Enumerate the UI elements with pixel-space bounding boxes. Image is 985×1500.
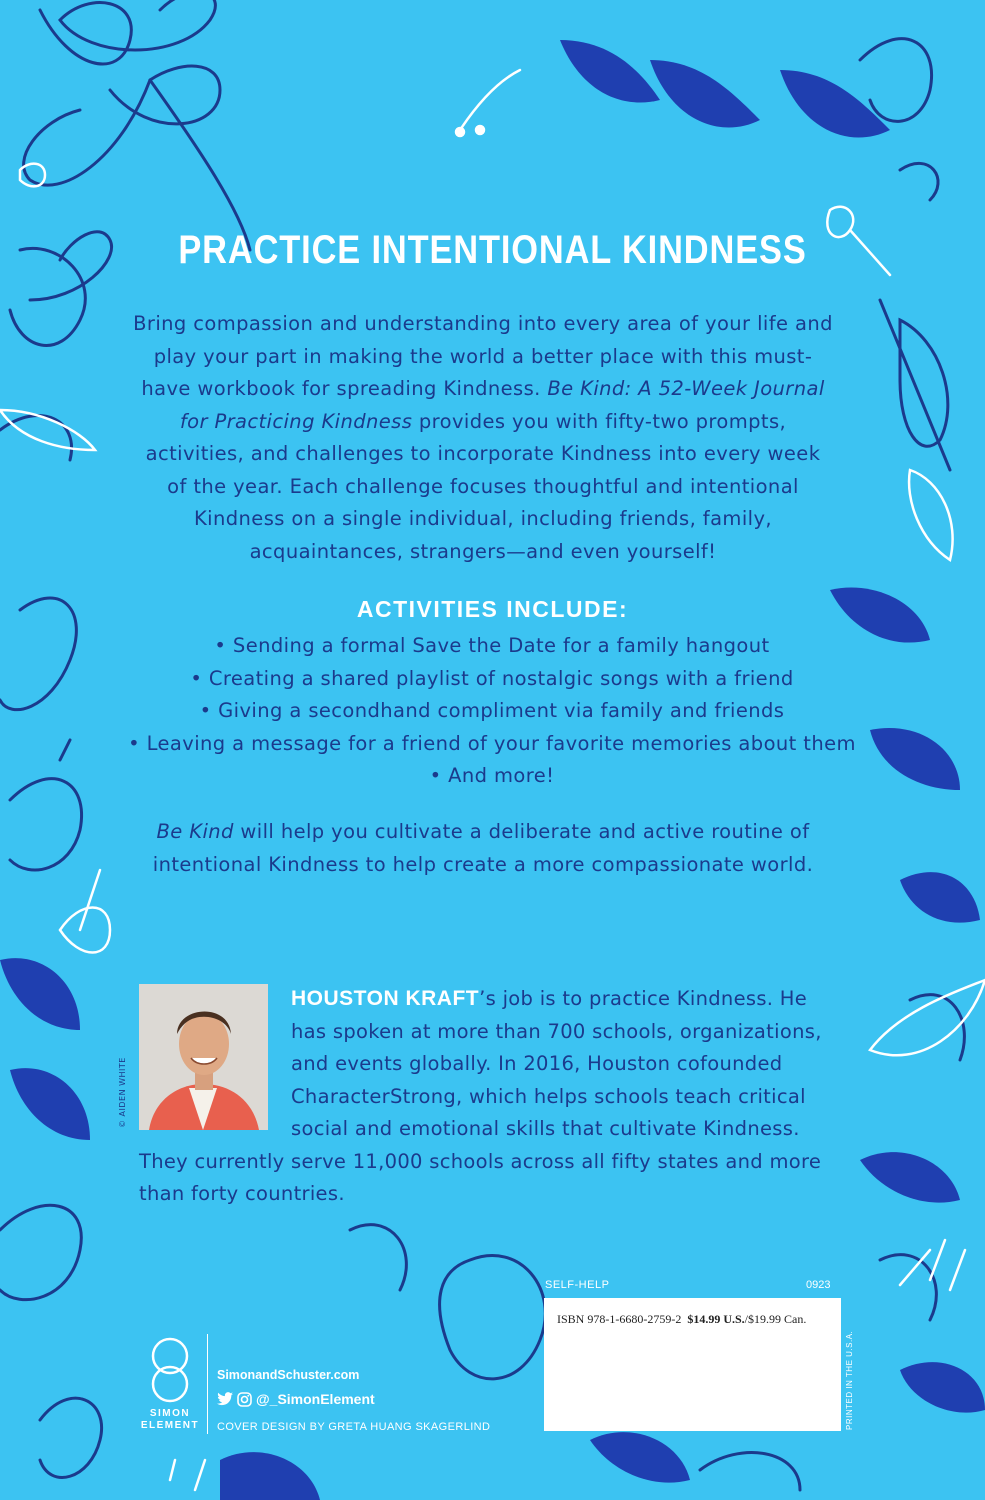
date-code: 0923 bbox=[806, 1279, 831, 1291]
activity-item: • And more! bbox=[429, 764, 555, 787]
category-label: SELF-HELP bbox=[545, 1279, 610, 1291]
printed-in-label: PRINTED IN THE U.S.A. bbox=[845, 1330, 854, 1430]
intro-paragraph bbox=[133, 308, 833, 568]
publisher-logo-text bbox=[137, 1408, 203, 1432]
logo-divider bbox=[207, 1334, 208, 1434]
activity-item: • Sending a formal Save the Date for a family hangout bbox=[214, 634, 770, 657]
closing-text: will help you cultivate a deliberate and active routine of intentional Kindness to help create a more compassionate world. bbox=[152, 820, 814, 876]
closing-paragraph bbox=[133, 816, 833, 881]
cover-design-credit: COVER DESIGN BY GRETA HUANG SKAGERLIND bbox=[217, 1421, 491, 1433]
activities-list bbox=[112, 630, 872, 793]
can-price: /$19.99 Can. bbox=[744, 1312, 807, 1326]
publisher-website[interactable]: SimonandSchuster.com bbox=[217, 1368, 360, 1382]
instagram-icon bbox=[237, 1392, 252, 1407]
author-bio bbox=[139, 983, 839, 1211]
activity-item: • Creating a shared playlist of nostalgic songs with a friend bbox=[190, 666, 794, 690]
book-title-short: Be Kind bbox=[156, 820, 234, 843]
social-handle[interactable] bbox=[217, 1391, 375, 1407]
activity-item: • Giving a secondhand compliment via family and friends bbox=[199, 699, 785, 722]
author-bio-text: ’s job is to practice Kindness. He has spoken at more than 700 schools, organizations, and events globally. In 2016, Houston cofounded CharacterStrong, which helps schools teach critical social and emotional skills that cultivate Kindness. They currently serve 11,000 schools across all fifty states and more than forty countries. bbox=[139, 987, 822, 1205]
social-handle-text: @_SimonElement bbox=[256, 1391, 375, 1407]
intro-text-start: Bring compassion and understanding into every area of your life and play your part in making the world a better place with this must-have workbook for spreading Kindness. bbox=[133, 312, 833, 400]
photo-credit: © AIDEN WHITE bbox=[118, 1057, 127, 1128]
logo-line-2: ELEMENT bbox=[140, 1420, 200, 1431]
author-name: HOUSTON KRAFT bbox=[291, 987, 480, 1010]
page-heading: PRACTICE INTENTIONAL KINDNESS bbox=[178, 228, 807, 272]
book-title: Be Kind: A 52-Week Journal for Practicing Kindness bbox=[179, 377, 825, 433]
us-price: $14.99 U.S. bbox=[687, 1312, 745, 1326]
logo-line-1: SIMON bbox=[149, 1408, 191, 1419]
isbn-line bbox=[557, 1312, 806, 1327]
activity-item: • Leaving a message for a friend of your favorite memories about them bbox=[128, 731, 856, 755]
twitter-icon bbox=[217, 1392, 233, 1406]
activities-heading: ACTIVITIES INCLUDE: bbox=[356, 596, 629, 622]
intro-text-end: provides you with fifty-two prompts, activities, and challenges to incorporate Kindness into every week of the year. Each challenge focuses thoughtful and intentional Kindness on a single individual, including friends, family, acquaintances, strangers—and even yourself! bbox=[145, 409, 821, 563]
isbn-number: ISBN 978-1-6680-2759-2 bbox=[557, 1312, 682, 1326]
